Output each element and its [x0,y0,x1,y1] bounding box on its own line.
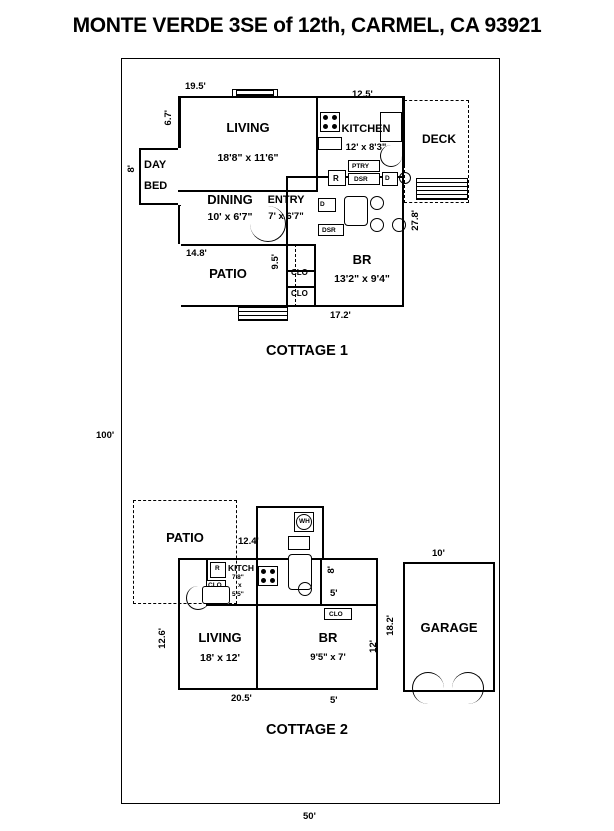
cottage1-refrigerator-label: R [333,174,339,183]
cottage2-refrigerator-label: R [215,565,220,572]
cottage2-lav-icon [288,536,310,550]
cottage1-wall-closet-left [286,244,288,307]
cottage1-burner-3 [323,124,328,129]
site-depth-dimension: 100' [96,430,115,441]
cottage1-room-br-label: BR [352,252,372,267]
cottage2-seat-icon [202,586,230,604]
cottage1-dim-bottom: 17.2' [330,310,351,321]
cottage1-lav-icon [370,218,384,232]
cottage2-wall-kitchen-bottom [206,604,258,606]
cottage2-room-garage-label: GARAGE [420,620,478,635]
cottage1-daybed-day-label: DAY [144,159,167,171]
cottage1-wall-kitchen-right [403,96,405,166]
page-title: MONTE VERDE 3SE of 12th, CARMEL, CA 93921 [72,14,542,37]
cottage2-burner-1 [261,569,266,574]
cottage2-wall-hall-right [320,558,322,606]
cottage1-vanity-label: D [320,201,325,208]
cottage1-patio-left-open [178,244,181,307]
cottage1-living-window-hatch [236,90,274,96]
cottage1-room-deck-label: DECK [421,132,456,146]
cottage1-dim-patio-top: 14.8' [186,248,207,259]
cottage1-dim-left-daybed: 8' [126,165,137,173]
cottage1-dryer-label: DSR [322,227,336,234]
cottage2-dim-hall-top: 5' [330,588,338,599]
cottage1-dim-right: 27.8' [410,210,421,231]
cottage2-room-br-label: BR [318,630,338,645]
cottage1-dim-patio-right: 9.5' [270,254,281,270]
cottage1-dim-left-upper: 6.7' [163,110,174,126]
cottage1-room-kitchen-label: KITCHEN [341,123,391,135]
cottage2-dim-hall-bottom: 5' [330,695,338,706]
cottage2-dim-left: 12.6' [157,628,168,649]
cottage1-burner-2 [332,115,337,120]
cottage2-dim-bath-right: 8' [326,566,337,574]
cottage1-dim-top-right: 12.5' [352,89,373,100]
cottage2-garage-door-swing-left [412,672,444,704]
cottage1-room-patio-label: PATIO [209,266,247,281]
cottage1-wall-br-left [314,244,316,307]
cottage2-room-kitchen-label: KITCH [228,563,254,573]
cottage2-room-br-dims: 9'5" x 7' [310,652,346,663]
cottage2-waterheater-label: WH [299,518,310,525]
cottage1-room-living-dims: 18'8" x 11'6" [217,152,279,164]
cottage1-room-entry-label: ENTRY [267,194,305,206]
cottage2-dim-garage-top: 10' [432,548,445,559]
cottage1-dim-top-left: 19.5' [185,81,206,92]
cottage1-closet2-label: CLO [291,289,308,298]
cottage1-wall-closet-div2 [286,286,316,288]
cottage1-patio-steps [238,307,288,321]
cottage1-daybed-nook [139,148,180,205]
cottage2-caption: COTTAGE 2 [266,722,348,738]
cottage1-toilet-icon [370,196,384,210]
cottage2-dim-garage-right: 18.2' [385,615,396,636]
cottage1-room-entry-dims: 7' x 6'7" [268,211,304,222]
cottage2-burner-3 [261,578,266,583]
cottage1-closet1-label: CLO [291,268,308,277]
cottage2-wall-br-top [322,604,378,606]
cottage1-burner-1 [323,115,328,120]
cottage2-toilet-icon [298,582,312,596]
cottage2-burner-4 [270,578,275,583]
cottage2-room-living-label: LIVING [198,630,242,645]
cottage1-room-dining-dims: 10' x 6'7" [207,211,253,223]
cottage1-daybed-bed-label: BED [144,180,168,192]
cottage1-room-kitchen-dims: 12' x 8'3" [345,142,387,153]
cottage2-burner-2 [270,569,275,574]
cottage1-tub-icon [344,196,368,226]
cottage2-dim-bottom: 20.5' [231,693,252,704]
cottage1-wall-closet [286,244,316,246]
cottage1-room-br-dims: 13'2" x 9'4" [334,273,390,285]
cottage2-wall-hall-bottom [256,604,322,606]
cottage1-dishwasher-label: DSR [354,176,368,183]
cottage2-dim-kitchen-top: 12.4' [238,536,259,547]
site-width-dimension: 50' [303,811,316,822]
cottage2-closet-br-label: CLO [329,611,343,618]
cottage1-room-dining-label: DINING [207,192,253,207]
cottage1-room-living-label: LIVING [226,120,270,135]
cottage2-room-patio-label: PATIO [166,530,204,545]
cottage2-garage-door-swing-right [452,672,484,704]
cottage1-lav2-icon [392,218,406,232]
cottage1-sink-round-icon [399,172,411,184]
cottage2-dim-br-right: 12' [368,640,379,653]
cottage2-room-living-dims: 18' x 12' [199,652,241,664]
cottage1-deck-steps [416,178,468,200]
cottage1-caption: COTTAGE 1 [266,343,348,359]
cottage1-washer-label: D [385,175,390,182]
cottage1-pantry-label: PTRY [352,163,370,170]
